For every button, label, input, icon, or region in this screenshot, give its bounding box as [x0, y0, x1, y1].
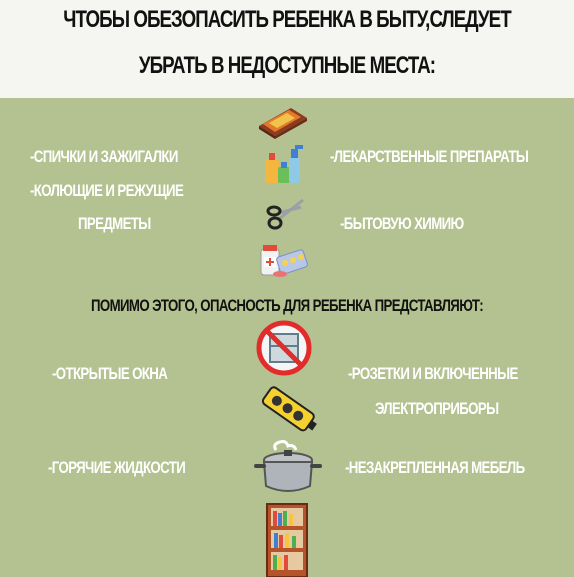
title-line-1: ЧТОБЫ ОБЕЗОПАСИТЬ РЕБЕНКА В БЫТУ,СЛЕДУЕТ: [63, 6, 511, 33]
label-matches: -СПИЧКИ И ЗАЖИГАЛКИ: [30, 147, 178, 166]
label-sharp-objects-cont: ПРЕДМЕТЫ: [78, 214, 151, 233]
label-hot-liquids: -ГОРЯЧИЕ ЖИДКОСТИ: [48, 458, 186, 477]
header-band: [0, 0, 574, 98]
matchbox-icon: [255, 104, 311, 140]
label-unsecured-furniture: -НЕЗАКРЕПЛЕННАЯ МЕБЕЛЬ: [345, 458, 525, 477]
pills-icon: [258, 243, 310, 279]
label-sockets: -РОЗЕТКИ И ВКЛЮЧЕННЫЕ: [348, 364, 518, 383]
chemicals-bottles-icon: [262, 143, 304, 187]
title-line-2: УБРАТЬ В НЕДОСТУПНЫЕ МЕСТА:: [138, 52, 436, 79]
label-medicines: -ЛЕКАРСТВЕННЫЕ ПРЕПАРАТЫ: [330, 147, 529, 166]
label-household-chemicals: -БЫТОВУЮ ХИМИЮ: [340, 214, 464, 233]
label-sharp-objects: -КОЛЮЩИЕ И РЕЖУЩИЕ: [30, 181, 184, 200]
subtitle: ПОМИМО ЭТОГО, ОПАСНОСТЬ ДЛЯ РЕБЕНКА ПРЕДСТАВЛЯЮТ:: [90, 296, 484, 315]
label-open-windows: -ОТКРЫТЫЕ ОКНА: [52, 364, 168, 383]
steaming-pot-icon: [252, 440, 324, 500]
scissors-icon: [265, 197, 305, 233]
power-strip-icon: [258, 378, 322, 442]
label-sockets-cont: ЭЛЕКТРОПРИБОРЫ: [375, 399, 499, 418]
no-open-window-icon: [256, 320, 312, 376]
bookshelf-icon: [265, 502, 309, 577]
